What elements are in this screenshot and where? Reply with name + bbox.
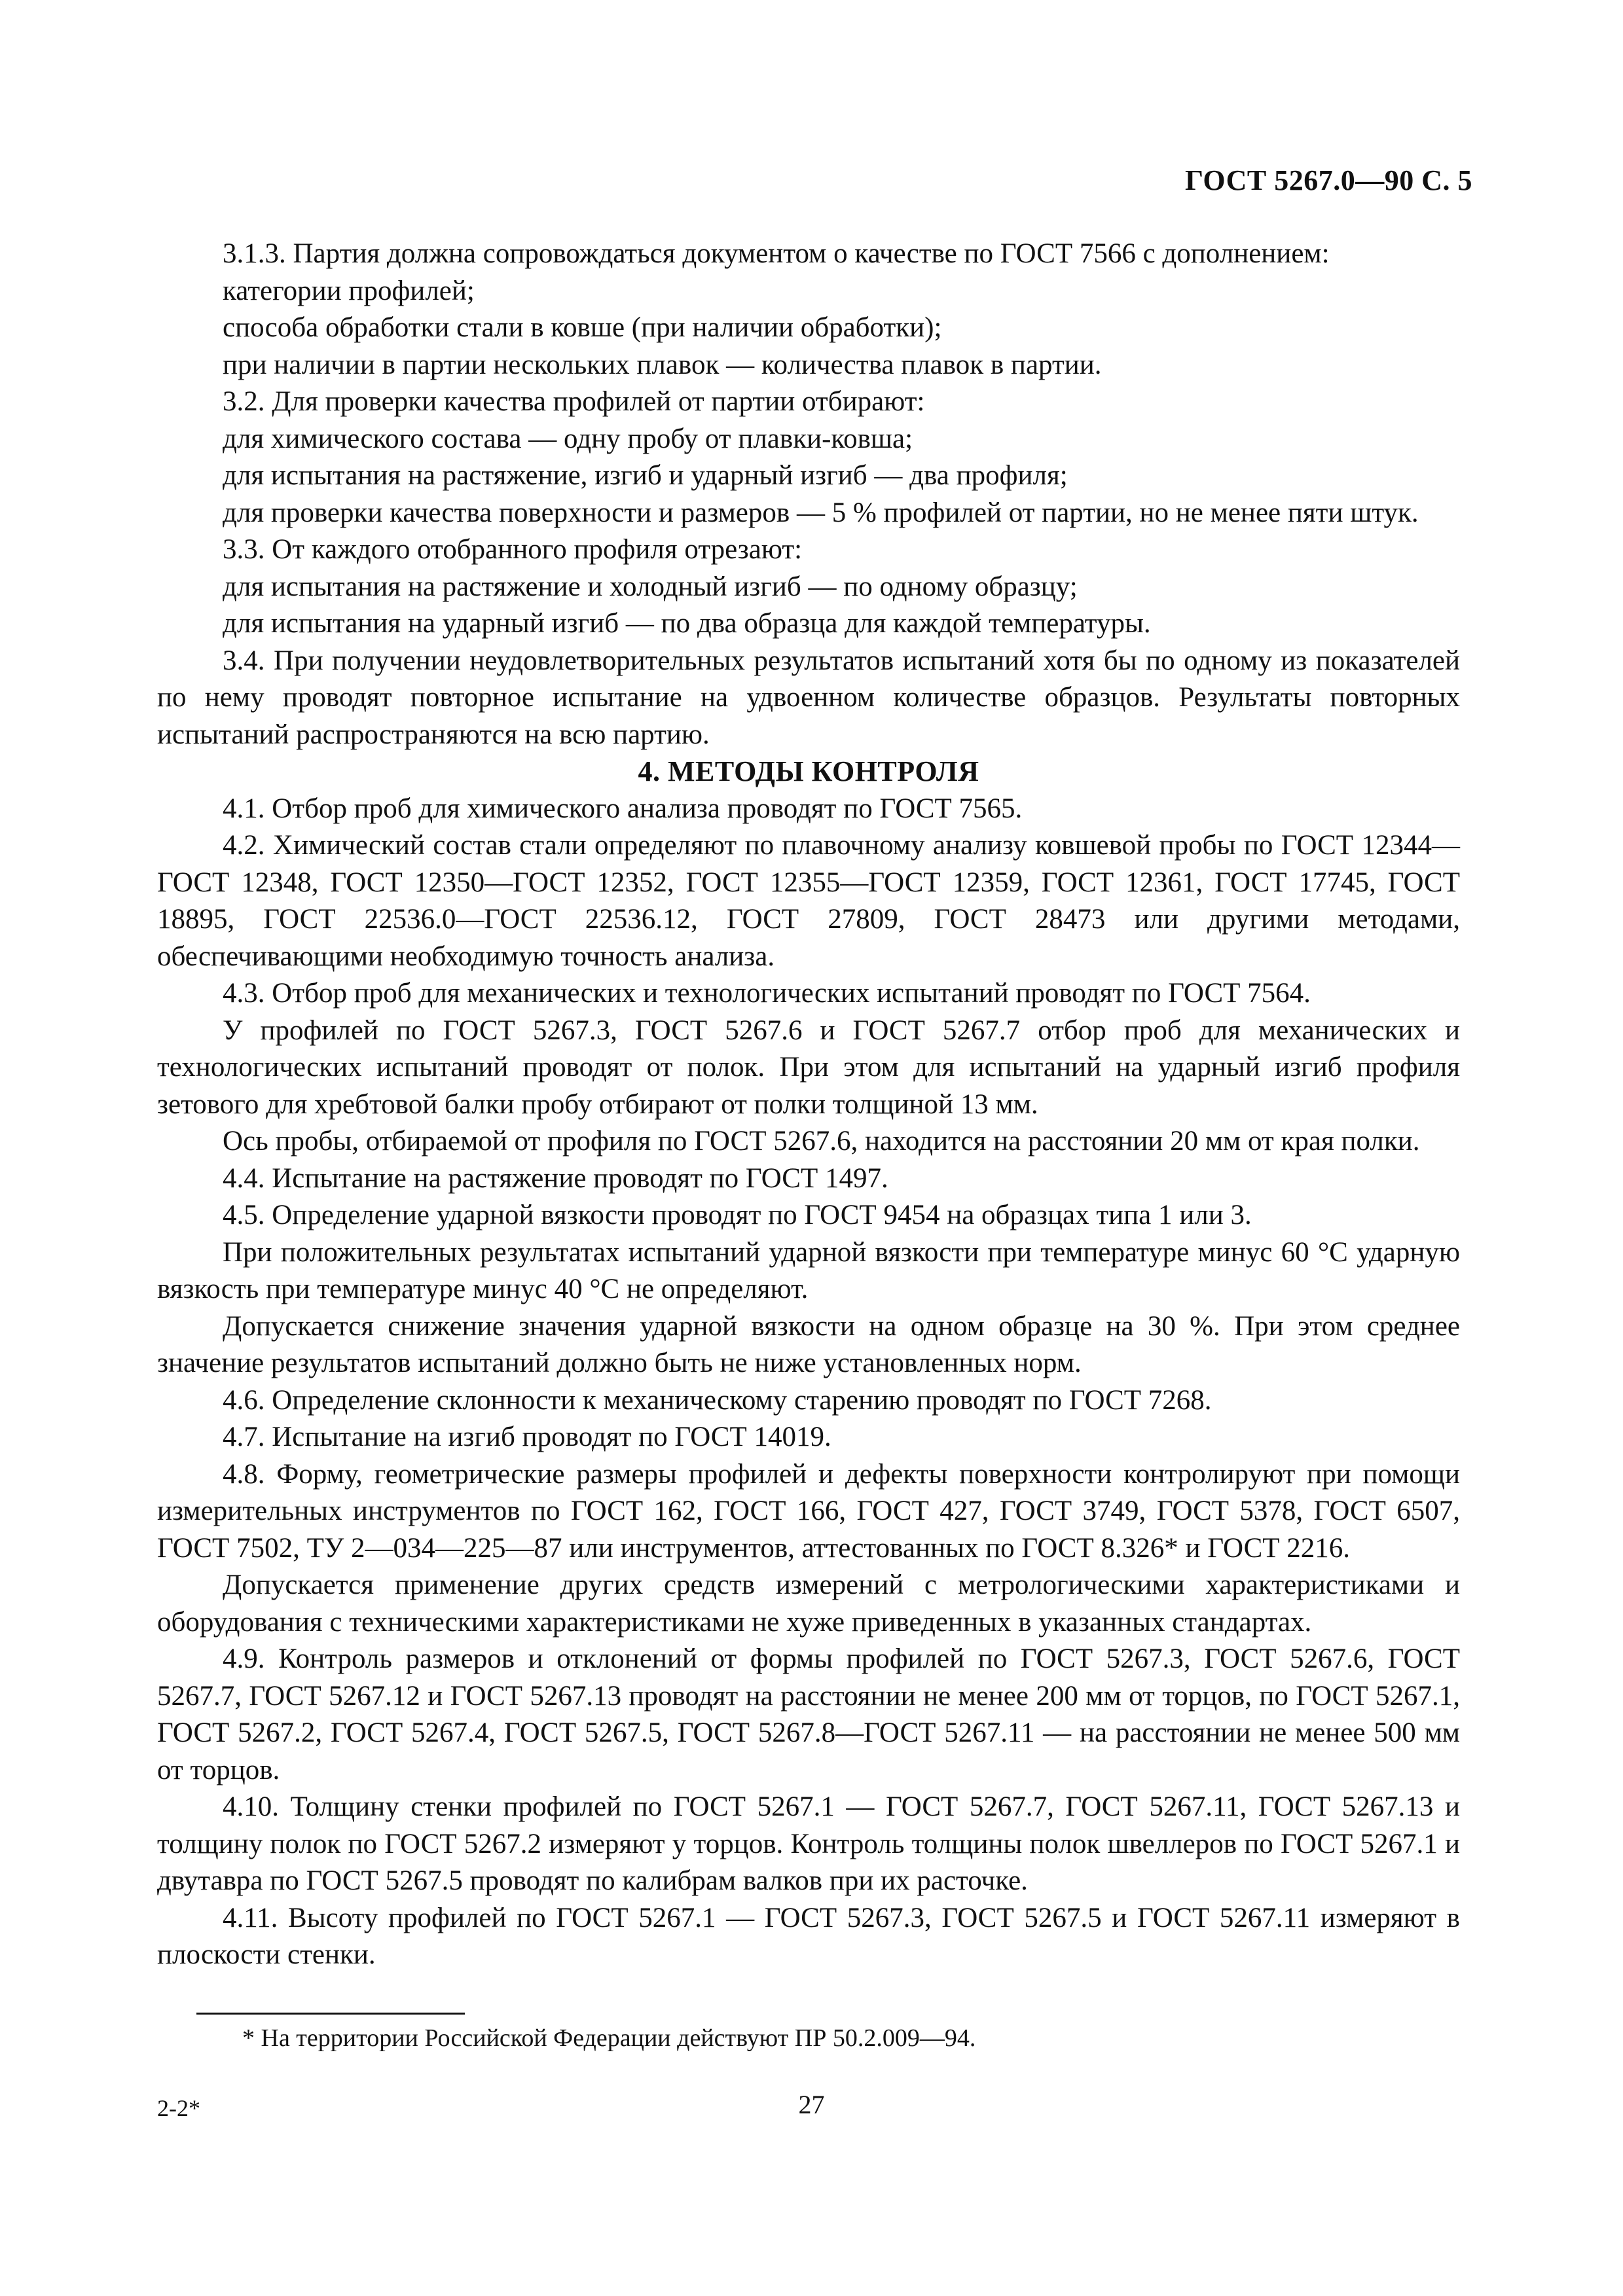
- paragraph: 4.9. Контроль размеров и отклонений от формы профилей по ГОСТ 5267.3, ГОСТ 5267.6, ГОСТ 5267.7, ГОСТ 5267.12 и ГОСТ 5267.13 проводят на расстоянии не менее 200 мм от торцов, по ГОСТ 5267.1, ГОСТ 5267.2, ГОСТ 5267.4, ГОСТ 5267.5, ГОСТ 5267.8—ГОСТ 5267.11 — на расстоянии не менее 500 мм от торцов.: [157, 1643, 1460, 1785]
- paragraph: Ось пробы, отбираемой от профиля по ГОСТ 5267.6, находится на расстоянии 20 мм от края полки.: [223, 1126, 1420, 1157]
- paragraph: 4.5. Определение ударной вязкости проводят по ГОСТ 9454 на образцах типа 1 или 3.: [223, 1200, 1252, 1230]
- paragraph: Допускается снижение значения ударной вязкости на одном образце на 30 %. При этом среднее значение результатов испытаний должно быть не ниже установленных норм.: [157, 1310, 1460, 1378]
- document-body: [157, 236, 1460, 1974]
- paragraph: 4.8. Форму, геометрические размеры профилей и дефекты поверхности контролируют при помощи измерительных инструментов по ГОСТ 162, ГОСТ 166, ГОСТ 427, ГОСТ 3749, ГОСТ 5378, ГОСТ 6507, ГОСТ 7502, ТУ 2—034—225—87 или инструментов, аттестованных по ГОСТ 8.326* и ГОСТ 2216.: [157, 1458, 1460, 1564]
- paragraph: при наличии в партии нескольких плавок — количества плавок в партии.: [223, 349, 1102, 380]
- paragraph: для испытания на ударный изгиб — по два образца для каждой температуры.: [223, 608, 1151, 639]
- footnote: * На территории Российской Федерации действуют ПР 50.2.009—94.: [242, 2024, 976, 2052]
- paragraph: 4.1. Отбор проб для химического анализа проводят по ГОСТ 7565.: [223, 793, 1023, 824]
- paragraph: 4.3. Отбор проб для механических и технологических испытаний проводят по ГОСТ 7564.: [223, 978, 1311, 1009]
- paragraph: Допускается применение других средств измерений с метрологическими характеристиками и оборудования с техническими характеристиками не хуже приведенных в указанных стандартах.: [157, 1570, 1460, 1638]
- paragraph: 4.11. Высоту профилей по ГОСТ 5267.1 — ГОСТ 5267.3, ГОСТ 5267.5 и ГОСТ 5267.11 измеряют в плоскости стенки.: [157, 1902, 1460, 1970]
- sheet-mark: 2-2*: [157, 2095, 200, 2121]
- paragraph: 4.10. Толщину стенки профилей по ГОСТ 5267.1 — ГОСТ 5267.7, ГОСТ 5267.11, ГОСТ 5267.13 и толщину полок по ГОСТ 5267.2 измеряют у торцов. Контроль толщины полок швеллеров по ГОСТ 5267.1 и двутавра по ГОСТ 5267.5 проводят по калибрам валков при их расточке.: [157, 1791, 1460, 1896]
- page-number: 27: [798, 2090, 825, 2119]
- paragraph: 3.3. От каждого отобранного профиля отрезают:: [223, 534, 803, 565]
- paragraph: 3.1.3. Партия должна сопровождаться документом о качестве по ГОСТ 7566 с дополнением:: [223, 238, 1330, 269]
- paragraph: для проверки качества поверхности и размеров — 5 % профилей от партии, но не менее пяти штук.: [223, 497, 1419, 528]
- paragraph: для испытания на растяжение, изгиб и ударный изгиб — два профиля;: [223, 460, 1068, 491]
- paragraph: категории профилей;: [223, 275, 475, 306]
- section-title: 4. МЕТОДЫ КОНТРОЛЯ: [638, 755, 979, 787]
- paragraph: 4.7. Испытание на изгиб проводят по ГОСТ 14019.: [223, 1422, 831, 1452]
- paragraph: 3.2. Для проверки качества профилей от партии отбирают:: [223, 386, 925, 417]
- paragraph: для испытания на растяжение и холодный изгиб — по одному образцу;: [223, 571, 1078, 602]
- paragraph: 4.2. Химический состав стали определяют по плавочному анализу ковшевой пробы по ГОСТ 12344—ГОСТ 12348, ГОСТ 12350—ГОСТ 12352, ГОСТ 12355—ГОСТ 12359, ГОСТ 12361, ГОСТ 17745, ГОСТ 18895, ГОСТ 22536.0—ГОСТ 22536.12, ГОСТ 27809, ГОСТ 28473 или другими методами, обеспечивающими необходимую точность анализа.: [157, 830, 1460, 972]
- paragraph: способа обработки стали в ковше (при наличии обработки);: [223, 312, 942, 343]
- paragraph: для химического состава — одну пробу от плавки-ковша;: [223, 423, 913, 454]
- paragraph: 4.6. Определение склонности к механическому старению проводят по ГОСТ 7268.: [223, 1384, 1212, 1416]
- paragraph: 4.4. Испытание на растяжение проводят по ГОСТ 1497.: [223, 1162, 888, 1194]
- paragraph: У профилей по ГОСТ 5267.3, ГОСТ 5267.6 и ГОСТ 5267.7 отбор проб для механических и технологических испытаний проводят от полок. При этом для испытаний на ударный изгиб профиля зетового для хребтовой балки пробу отбирают от полки толщиной 13 мм.: [157, 1014, 1460, 1120]
- paragraph: 3.4. При получении неудовлетворительных результатов испытаний хотя бы по одному из показателей по нему проводят повторное испытание на удвоенном количестве образцов. Результаты повторных испытаний распространяются на всю партию.: [157, 645, 1460, 750]
- footnote-divider: [196, 2013, 465, 2015]
- paragraph: При положительных результатах испытаний ударной вязкости при температуре минус 60 °С ударную вязкость при температуре минус 40 °С не определяют.: [157, 1236, 1460, 1304]
- page-header: ГОСТ 5267.0—90 С. 5: [1184, 164, 1472, 196]
